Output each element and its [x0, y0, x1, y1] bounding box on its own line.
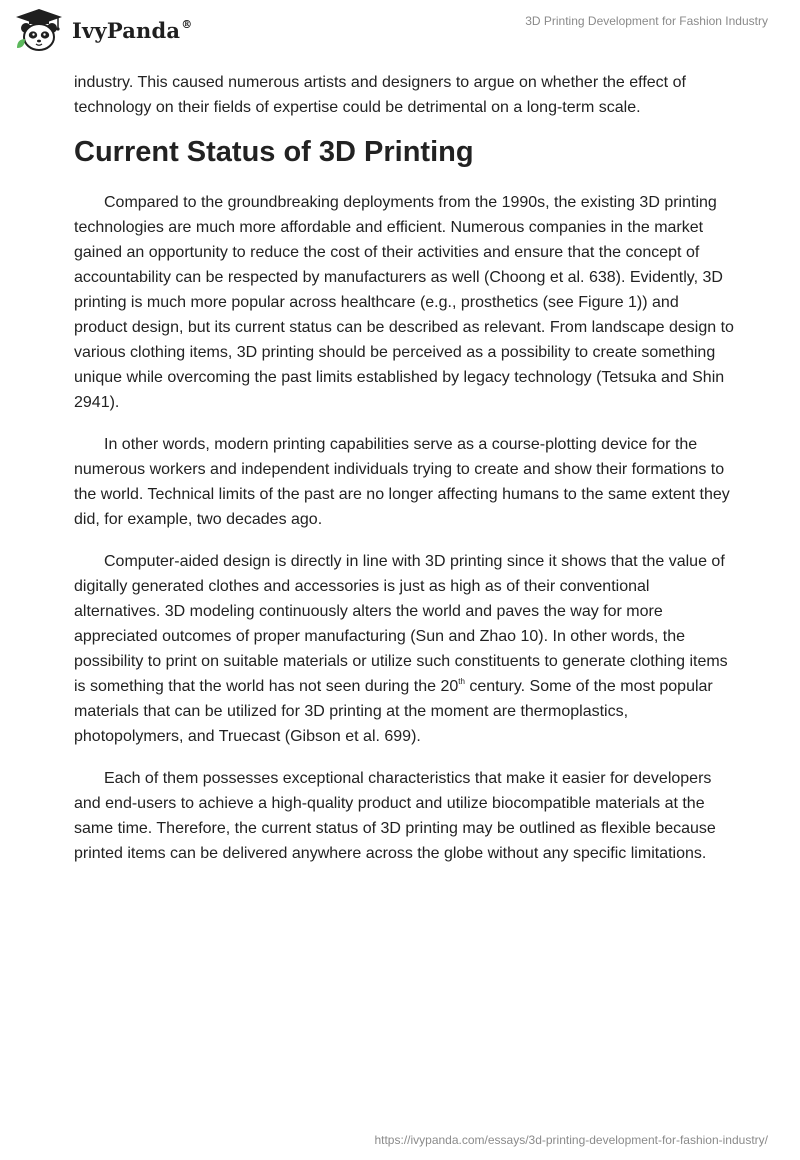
section-heading: Current Status of 3D Printing [74, 136, 474, 168]
body-paragraph-1: Compared to the groundbreaking deployments from the 1990s, the existing 3D printing technologies are much more affordable and efficient. Numerous companies in the market gained an opportunity to reduce the cost of their activities and ensure that the concept of accountability can be respected by manufacturers as well (Choong et al. 638). Evidently, 3D printing is much more popular across healthcare (e.g., prosthetics (see Figure 1)) and product design, but its current status can be described as relevant. From landscape design to various clothing items, 3D printing should be perceived as a possibility to create something unique while overcoming the past limits established by legacy technology (Tetsuka and Shin 2941). [74, 194, 734, 411]
registered-mark: ® [181, 17, 193, 31]
page-header [0, 0, 800, 60]
brand-logo[interactable] [14, 8, 192, 52]
paragraph-3-text-start: Computer-aided design is directly in line with 3D printing since it shows that the value of digitally generated clothes and accessories is just as high as of their conventional alternatives. 3D modeling continuously alters the world and paves the way for more appreciated outcomes of proper manufacturing (Sun and Zhao 10). In other words, the possibility to print on suitable materials or utilize such constituents to generate clothing items is something that the world has not seen during the 20 [74, 553, 728, 695]
body-paragraph-2: In other words, modern printing capabilities serve as a course-plotting device for the numerous workers and independent individuals trying to create and show their formations to the world. Technical limits of the past are no longer affecting humans to the same extent they did, for example, two decades ago. [74, 436, 730, 528]
intro-paragraph: industry. This caused numerous artists and designers to argue on whether the effect of technology on their fields of expertise could be detrimental on a long-term scale. [74, 74, 686, 116]
essay-body [74, 70, 734, 883]
source-url-link[interactable]: https://ivypanda.com/essays/3d-printing-development-for-fashion-industry/ [374, 1133, 768, 1147]
panda-logo-icon [14, 8, 64, 52]
paragraph-3-text-end: century. Some of the most popular materials that can be utilized for 3D printing at the moment are thermoplastics, photopolymers, and Truecast (Gibson et al. 699). [74, 678, 713, 745]
brand-name: IvyPanda® [72, 17, 193, 43]
body-paragraph-3 [74, 549, 734, 749]
document-title: 3D Printing Development for Fashion Industry [525, 14, 768, 28]
body-paragraph-4: Each of them possesses exceptional characteristics that make it easier for developers and end-users to achieve a high-quality product and utilize biocompatible materials at the same time. Therefore, the current status of 3D printing may be outlined as flexible because printed items can be delivered anywhere across the globe without any specific limitations. [74, 770, 716, 862]
ordinal-superscript: th [458, 676, 465, 686]
